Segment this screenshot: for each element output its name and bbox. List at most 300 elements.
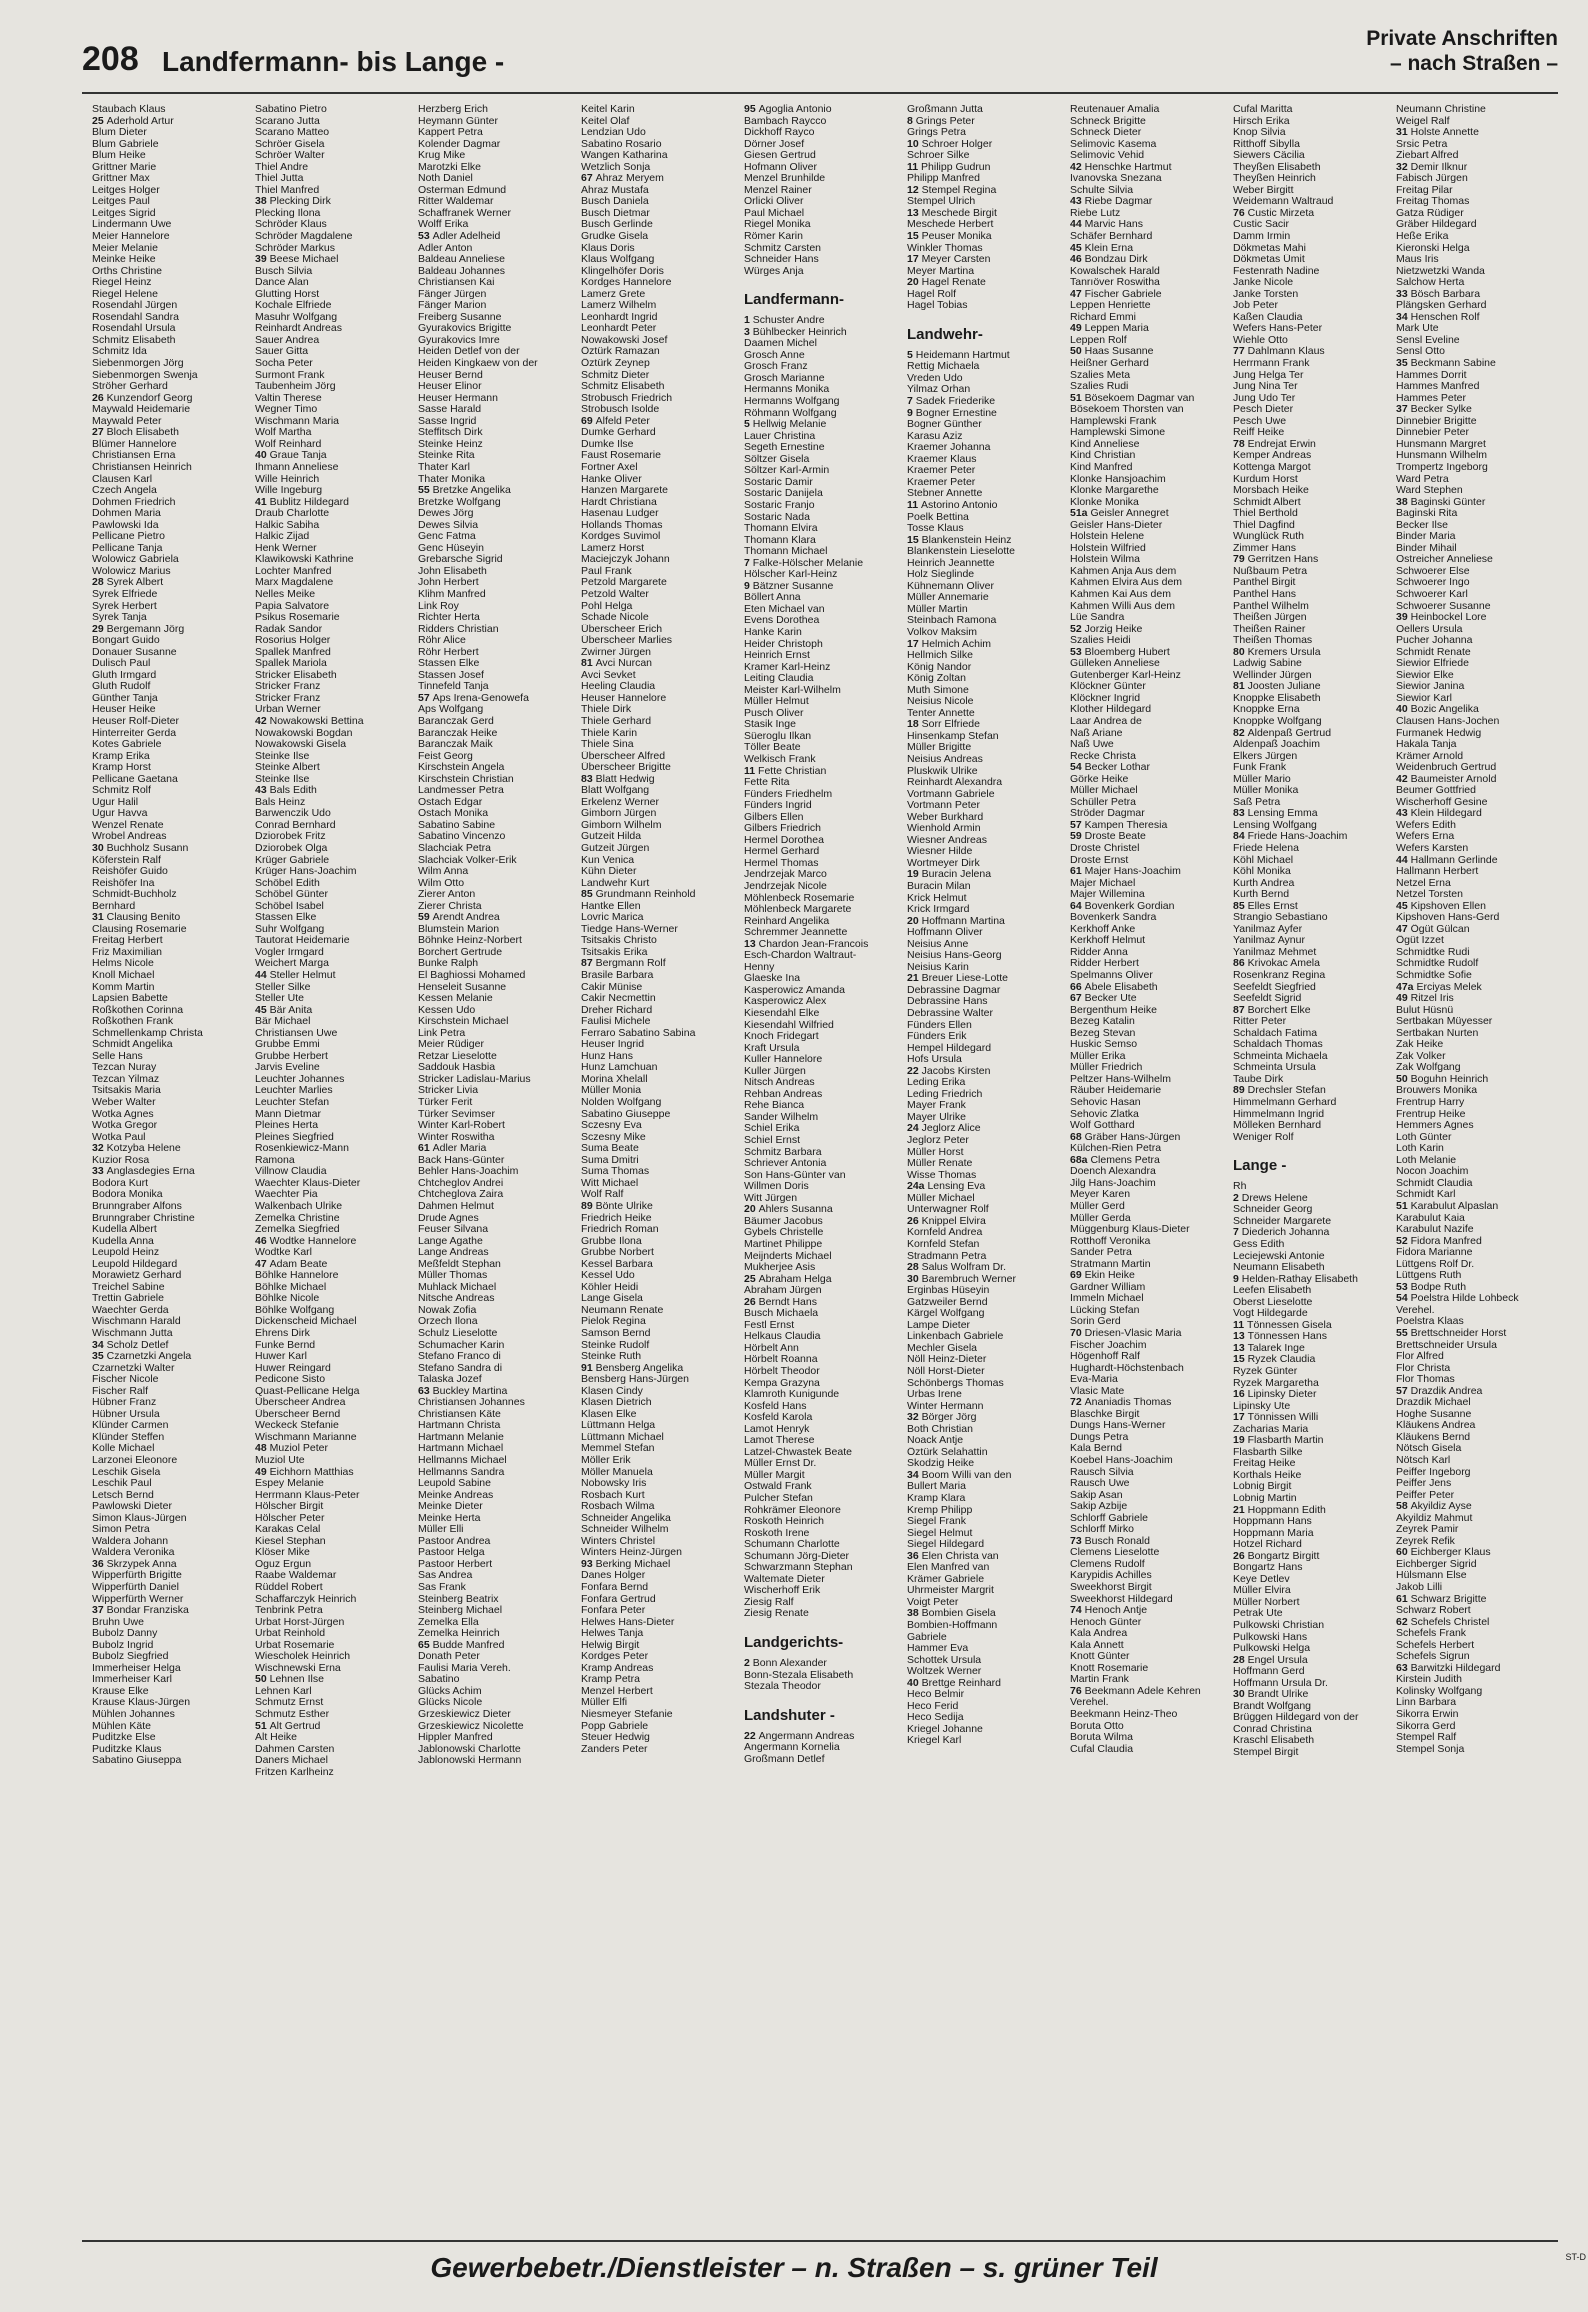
- listing-entry: 57 Kampen Theresia: [1070, 819, 1168, 831]
- listing-entry: Bogner Günther: [907, 419, 982, 431]
- listing-entry: Nöll Horst-Dieter: [907, 1365, 985, 1377]
- listing-entry: Wienhold Armin: [907, 823, 981, 835]
- listing-entry: Kraemer Klaus: [907, 453, 977, 465]
- listing-entry: 52 Fidora Manfred: [1396, 1235, 1482, 1247]
- listing-entry: Beumer Gottfried: [1396, 785, 1476, 797]
- listing-entry: 17 Meyer Carsten: [907, 254, 991, 266]
- listing-entry: Schröder Klaus: [255, 219, 327, 231]
- listing-entry: Strangio Sebastiano: [1233, 912, 1328, 924]
- listing-entry: Heuser Heike: [92, 704, 156, 716]
- listing-entry: Zemelka Heinrich: [418, 1628, 500, 1640]
- listing-entry: Kläukens Andrea: [1396, 1420, 1476, 1432]
- listing-entry: Freitag Heike: [1233, 1458, 1296, 1470]
- listing-entry: Hanke Karin: [744, 626, 802, 638]
- listing-entry: Cakir Necmettin: [581, 993, 656, 1005]
- listing-entry: Krug Mike: [418, 150, 466, 162]
- listing-entry: Salchow Herta: [1396, 277, 1465, 289]
- listing-entry: 48 Muziol Peter: [255, 1443, 328, 1455]
- listing-entry: Herzberg Erich: [418, 104, 489, 115]
- listing-entry: Riegel Monika: [744, 219, 811, 231]
- listing-entry: Müller Mario: [1233, 773, 1291, 785]
- listing-entry: Ugur Havva: [92, 808, 148, 820]
- listing-entry: Retzar Lieselotte: [418, 1050, 497, 1062]
- listing-entry: Scarano Matteo: [255, 127, 330, 139]
- listing-entry: Ziesig Ralf: [744, 1596, 794, 1608]
- listing-entry: 70 Driesen-Vlasic Maria: [1070, 1327, 1182, 1339]
- listing-entry: Waltemate Dieter: [744, 1573, 825, 1585]
- listing-entry: Urbat Horst-Jürgen: [255, 1616, 345, 1628]
- listing-entry: Hermanns Wolfgang: [744, 396, 840, 408]
- listing-entry: Gilbers Ellen: [744, 811, 804, 823]
- listing-entry: Himmelmann Ingrid: [1233, 1108, 1325, 1120]
- listing-entry: Szalies Meta: [1070, 369, 1131, 381]
- listing-entry: Grubbe Ilona: [581, 1235, 642, 1247]
- listing-entry: Krick Irmgard: [907, 904, 970, 916]
- listing-entry: Holstein Helene: [1070, 531, 1145, 543]
- listing-entry: Taubenheim Jörg: [255, 381, 336, 393]
- listing-entry: Friedrich Heike: [581, 1212, 652, 1224]
- listing-entry: 28 Engel Ursula: [1233, 1654, 1308, 1666]
- listing-entry: Kärgel Wolfgang: [907, 1308, 985, 1320]
- listing-entry: Müller Ernst Dr.: [744, 1458, 817, 1470]
- listing-entry: 35 Beckmann Sabine: [1396, 358, 1496, 370]
- listing-entry: Brouwers Monika: [1396, 1085, 1478, 1097]
- listing-entry: 13 Chardon Jean-Francois: [744, 938, 869, 950]
- listing-entry: 40 Bozic Angelika: [1396, 704, 1479, 716]
- listing-entry: Bodora Kurt: [92, 1177, 149, 1189]
- listing-entry: Siegel Helmut: [907, 1527, 973, 1539]
- listing-entry: Kessel Barbara: [581, 1258, 653, 1270]
- listing-entry: Fänger Jürgen: [418, 288, 487, 300]
- listing-entry: Glücks Nicole: [418, 1697, 483, 1709]
- listing-entry: Lange Agathe: [418, 1235, 483, 1247]
- listing-entry: Oellers Ursula: [1396, 623, 1463, 635]
- listing-entry: Wolf Reinhard: [255, 438, 322, 450]
- listing-entry: Wenzel Renate: [92, 819, 164, 831]
- listing-entry: Popp Gabriele: [581, 1720, 649, 1732]
- listing-entry: Furmanek Hedwig: [1396, 727, 1482, 739]
- listing-entry: 50 Boguhn Heinrich: [1396, 1073, 1489, 1085]
- listing-entry: 42 Baumeister Arnold: [1396, 773, 1497, 785]
- listing-entry: Wortmeyer Dirk: [907, 857, 980, 869]
- listing-entry: Drazdik Michael: [1396, 1397, 1471, 1409]
- listing-entry: Schmidt Angelika: [92, 1039, 173, 1051]
- listing-entry: Esch-Chardon Waltraut-: [744, 950, 857, 962]
- listing-entry: Srsic Petra: [1396, 138, 1448, 150]
- listing-entry: Funk Frank: [1233, 762, 1287, 774]
- listing-entry: Kramp Petra: [581, 1674, 640, 1686]
- listing-entry: 63 Barwitzki Hildegard: [1396, 1662, 1501, 1674]
- listing-entry: Wipperfürth Daniel: [92, 1582, 179, 1593]
- listing-entry: Ward Petra: [1396, 473, 1449, 485]
- listing-entry: Helwes Tanja: [581, 1628, 644, 1640]
- listing-entry: Leitges Paul: [92, 196, 150, 208]
- listing-entry: Wetzlich Sonja: [581, 161, 651, 173]
- listing-entry: El Baghiossi Mohamed: [418, 970, 526, 982]
- listing-entry: Lange Andreas: [418, 1247, 489, 1259]
- listing-entry: Nitsch Andreas: [744, 1077, 815, 1089]
- listing-entry: Heiden Detlef von der: [418, 346, 520, 358]
- listing-entry: Hoffmann Ursula Dr.: [1233, 1677, 1328, 1689]
- listing-entry: Hellmich Silke: [907, 650, 973, 662]
- listing-entry: Knoppke Elisabeth: [1233, 692, 1321, 704]
- listing-entry: Bösekoem Thorsten van: [1070, 404, 1184, 416]
- listing-entry: Siewior Janina: [1396, 681, 1465, 693]
- listing-entry: Papia Salvatore: [255, 600, 330, 612]
- listing-entry: Siewior Elke: [1396, 669, 1454, 681]
- listing-entry: Ward Stephen: [1396, 485, 1463, 497]
- listing-entry: Kudella Albert: [92, 1224, 157, 1236]
- listing-entry: Philipp Manfred: [907, 173, 980, 185]
- listing-entry: Kramer Karl-Heinz: [744, 661, 831, 673]
- listing-entry: Würges Anja: [744, 265, 804, 277]
- listing-entry: Nowakowski Josef: [581, 334, 668, 346]
- listing-entry: Lamerz Grete: [581, 288, 646, 300]
- listing-entry: Siebenmorgen Jörg: [92, 358, 184, 370]
- listing-entry: Leding Friedrich: [907, 1088, 983, 1100]
- listing-entry: Schmeinta Ursula: [1233, 1062, 1316, 1074]
- listing-entry: Kun Venica: [581, 854, 635, 866]
- listing-entry: Doench Alexandra: [1070, 1166, 1156, 1178]
- listing-entry: Kasperowicz Amanda: [744, 984, 845, 996]
- listing-entry: Rehe Bianca: [744, 1100, 805, 1112]
- listing-entry: Wolff Erika: [418, 219, 469, 231]
- listing-entry: Fette Rita: [744, 777, 790, 789]
- listing-entry: Genc Hüseyin: [418, 542, 484, 554]
- listing-entry: Heuser Rolf-Dieter: [92, 715, 179, 727]
- listing-entry: 72 Ananiadis Thomas: [1070, 1397, 1172, 1409]
- listing-entry: Hemmers Agnes: [1396, 1120, 1474, 1132]
- listing-entry: 17 Helmich Achim: [907, 638, 992, 650]
- listing-entry: Dökmetas Mahi: [1233, 242, 1306, 254]
- listing-entry: Thiel Dagfind: [1233, 519, 1295, 531]
- listing-entry: 19 Buracin Jelena: [907, 869, 992, 881]
- listing-entry: 26 Berndt Hans: [744, 1296, 817, 1308]
- listing-entry: Zemelka Christine: [255, 1212, 340, 1224]
- listing-entry: Schefels Frank: [1396, 1628, 1467, 1640]
- listing-entry: Leschik Paul: [92, 1478, 152, 1490]
- listing-entry: 79 Gerritzen Hans: [1233, 554, 1319, 566]
- listing-entry: 68 Gräber Hans-Jürgen: [1070, 1131, 1181, 1143]
- listing-entry: Kempa Grazyna: [744, 1377, 820, 1389]
- listing-entry: Tenter Annette: [907, 707, 975, 719]
- listing-entry: Erkelenz Werner: [581, 796, 660, 808]
- listing-entry: Behler Hans-Joachim: [418, 1166, 519, 1178]
- listing-entry: Roskoth Irene: [744, 1527, 810, 1539]
- listing-entry: Heco Sedija: [907, 1712, 964, 1724]
- listing-entry: Wiehle Otto: [1233, 334, 1288, 346]
- listing-entry: Gess Edith: [1233, 1238, 1285, 1250]
- listing-entry: Kornfeld Andrea: [907, 1227, 983, 1239]
- listing-entry: Spallek Mariola: [255, 658, 327, 670]
- listing-entry: Ostach Edgar: [418, 796, 483, 808]
- listing-entry: Panthel Wilhelm: [1233, 600, 1309, 612]
- listing-entry: Busch Gerlinde: [581, 219, 653, 231]
- listing-entry: Wolf Gotthard: [1070, 1120, 1135, 1132]
- listing-entry: Letsch Bernd: [92, 1489, 154, 1501]
- listing-entry: 44 Hallmann Gerlinde: [1396, 854, 1498, 866]
- listing-entry: Lobnig Martin: [1233, 1492, 1297, 1504]
- listing-entry: 61 Adler Maria: [418, 1143, 487, 1155]
- listing-entry: Morawietz Gerhard: [92, 1270, 182, 1282]
- listing-entry: Abraham Jürgen: [744, 1285, 822, 1297]
- listing-entry: Orths Christine: [92, 265, 163, 277]
- listing-entry: Müller Elfi: [581, 1697, 628, 1709]
- listing-entry: Syrek Elfriede: [92, 588, 158, 600]
- listing-entry: 67 Becker Ute: [1070, 993, 1137, 1005]
- listing-entry: Hörbelt Ann: [744, 1342, 799, 1354]
- listing-entry: Reishöfer Ina: [92, 877, 155, 889]
- listing-entry: Fünders Friedhelm: [744, 788, 833, 800]
- listing-entry: Fonfara Peter: [581, 1605, 646, 1617]
- listing-entry: Vlasic Mate: [1070, 1385, 1125, 1397]
- listing-entry: 25 Abraham Helga: [744, 1273, 832, 1285]
- listing-entry: Reinhardt Andreas: [255, 323, 342, 335]
- listing-entry: Peiffer Jens: [1396, 1478, 1452, 1490]
- listing-entry: Heinrich Jeannette: [907, 557, 995, 569]
- listing-entry: Röhmann Wolfgang: [744, 407, 837, 419]
- listing-entry: Leppen Henriette: [1070, 300, 1151, 312]
- listing-entry: 25 Aderhold Artur: [92, 115, 174, 127]
- listing-entry: 11 Philipp Gudrun: [907, 161, 991, 173]
- listing-entry: Hunsmann Margret: [1396, 438, 1486, 450]
- listing-entry: Ströder Dagmar: [1070, 808, 1145, 820]
- listing-entry: 10 Schroer Holger: [907, 138, 993, 150]
- listing-entry: Schmitz Elisabeth: [581, 381, 665, 393]
- listing-entry: Christiansen Kai: [418, 277, 495, 289]
- listing-entry: Christiansen Heinrich: [92, 461, 192, 473]
- listing-entry: Mann Dietmar: [255, 1108, 321, 1120]
- listing-entry: Marotzki Elke: [418, 161, 482, 173]
- listing-entry: 47 Ögüt Gülcan: [1396, 923, 1470, 935]
- listing-entry: 37 Bondar Franziska: [92, 1605, 189, 1617]
- listing-entry: Freiberg Susanne: [418, 311, 502, 323]
- listing-entry: Lüttgens Rolf Dr.: [1396, 1258, 1475, 1270]
- listing-entry: Muth Simone: [907, 684, 969, 696]
- listing-entry: 43 Klein Hildegard: [1396, 808, 1482, 820]
- listing-entry: Klünder Steffen: [92, 1431, 165, 1443]
- listing-entry: 53 Adler Adelheid: [418, 231, 501, 243]
- listing-entry: 32 Kotzyba Helene: [92, 1143, 181, 1155]
- listing-entry: Leonhardt Peter: [581, 323, 657, 335]
- listing-entry: Kosfeld Karola: [744, 1412, 813, 1424]
- listing-entry: Lampe Dieter: [907, 1319, 971, 1331]
- listing-entry: Elen Manfred van: [907, 1562, 990, 1574]
- listing-entry: Jablonowski Hermann: [418, 1755, 522, 1767]
- listing-entry: Pulkowski Hans: [1233, 1631, 1308, 1643]
- listing-entry: Thiele Sina: [581, 739, 634, 751]
- listing-entry: 11 Tönnessen Gisela: [1233, 1319, 1332, 1331]
- listing-entry: Zak Heike: [1396, 1039, 1444, 1051]
- listing-entry: Hermel Thomas: [744, 857, 819, 869]
- listing-entry: Christiansen Johannes: [418, 1397, 525, 1409]
- listing-entry: Hermel Dorothea: [744, 834, 824, 846]
- listing-entry: Kottenga Margot: [1233, 461, 1311, 473]
- listing-entry: Wischnewski Erna: [255, 1662, 341, 1674]
- listing-entry: Suhr Wolfgang: [255, 923, 325, 935]
- listing-entry: Hofs Ursula: [907, 1054, 962, 1066]
- listing-entry: Landmesser Petra: [418, 785, 504, 797]
- listing-entry: Woltzek Werner: [907, 1666, 982, 1678]
- listing-entry: Kessen Melanie: [418, 993, 493, 1005]
- listing-entry: Fonfara Bernd: [581, 1582, 649, 1593]
- listing-entry: Brettschneider Ursula: [1396, 1339, 1497, 1351]
- listing-entry: Bonn-Stezala Elisabeth: [744, 1669, 854, 1681]
- listing-entry: Ramona: [255, 1154, 295, 1166]
- listing-entry: Klamroth Kunigunde: [744, 1389, 840, 1401]
- listing-entry: Meier Melanie: [92, 242, 158, 254]
- listing-entry: Müller Thomas: [418, 1270, 488, 1282]
- listing-entry: Heeling Claudia: [581, 681, 656, 693]
- listing-entry: Lochter Manfred: [255, 565, 332, 577]
- listing-entry: Nocon Joachim: [1396, 1166, 1469, 1178]
- listing-entry: Müller Annemarie: [907, 592, 989, 604]
- listing-entry: Rohkrämer Eleonore: [744, 1504, 841, 1516]
- listing-entry: Thater Karl: [418, 461, 470, 473]
- listing-entry: Damm Irmin: [1233, 231, 1291, 243]
- listing-entry: 9 Bätzner Susanne: [744, 580, 834, 592]
- listing-entry: Waechter Pia: [255, 1189, 318, 1201]
- listing-entry: Maciejczyk Johann: [581, 554, 670, 566]
- listing-entry: Glaeske Ina: [744, 973, 801, 985]
- listing-entry: 29 Bergemann Jörg: [92, 623, 185, 635]
- listing-entry: Leuchter Stefan: [255, 1097, 330, 1109]
- listing-entry: Wipperfürth Brigitte: [92, 1570, 182, 1582]
- listing-entry: Schüller Petra: [1070, 796, 1136, 808]
- footer-rule: [82, 2240, 1558, 2242]
- listing-entry: Uhrmeister Margrit: [907, 1585, 994, 1597]
- listing-entry: Petrak Ute: [1233, 1608, 1283, 1620]
- listing-entry: Hirsch Erika: [1233, 115, 1290, 127]
- listing-entry: Knoppke Erna: [1233, 704, 1300, 716]
- listing-entry: Reishöfer Guido: [92, 866, 168, 878]
- listing-entry: Kowalschek Harald: [1070, 265, 1160, 277]
- listing-entry: Baranczak Heike: [418, 727, 498, 739]
- listing-entry: 3 Bühlbecker Heinrich: [744, 326, 847, 338]
- listing-entry: Pucher Johanna: [1396, 635, 1473, 647]
- listing-entry: Reinhard Angelika: [744, 915, 830, 927]
- listing-entry: Wotka Paul: [92, 1131, 146, 1143]
- listing-entry: Öztürk Ramazan: [581, 346, 660, 358]
- listing-entry: Schröder Magdalene: [255, 231, 353, 243]
- listing-entry: Szalies Heidi: [1070, 635, 1131, 647]
- listing-entry: Gimborn Wilhelm: [581, 819, 662, 831]
- listing-entry: Lehnen Karl: [255, 1685, 312, 1697]
- listing-entry: Willmen Doris: [744, 1181, 809, 1193]
- listing-entry: Ferraro Sabatino Sabina: [581, 1027, 696, 1039]
- listing-entry: 8 Grings Peter: [907, 115, 975, 127]
- listing-entry: Schwoerer Karl: [1396, 588, 1468, 600]
- listing-entry: Bongart Guido: [92, 635, 160, 647]
- listing-entry: Gutenberger Karl-Heinz: [1070, 669, 1181, 681]
- listing-entry: Müller Elli: [418, 1524, 464, 1536]
- listing-entry: Jung Nina Ter: [1233, 381, 1298, 393]
- listing-entry: Sensl Otto: [1396, 346, 1446, 358]
- spacer: [744, 1693, 904, 1697]
- listing-entry: Söltzer Gisela: [744, 453, 810, 465]
- listing-entry: 85 Elles Ernst: [1233, 900, 1298, 912]
- listing-entry: Selimovic Vehid: [1070, 150, 1145, 162]
- listing-entry: Zanders Peter: [581, 1743, 648, 1755]
- listing-entry: Blatt Wolfgang: [581, 785, 650, 797]
- listing-entry: Zemelka Ella: [418, 1616, 479, 1628]
- listing-entry: Wotka Gregor: [92, 1120, 158, 1132]
- listing-entry: Pellicane Gaetana: [92, 773, 178, 785]
- listing-entry: Steffitsch Dirk: [418, 427, 483, 439]
- listing-entry: Hanke Oliver: [581, 473, 642, 485]
- listing-entry: Leupold Sabine: [418, 1478, 491, 1490]
- listing-entry: Syrek Herbert: [92, 600, 157, 612]
- listing-entry: Lensing Wolfgang: [1233, 819, 1317, 831]
- listing-entry: Henoch Günter: [1070, 1616, 1142, 1628]
- listing-entry: Avci Sevket: [581, 669, 636, 681]
- listing-entry: Räuber Heidemarie: [1070, 1085, 1162, 1097]
- listing-entry: John Elisabeth: [418, 565, 487, 577]
- listing-entry: 62 Schefels Christel: [1396, 1616, 1490, 1628]
- listing-entry: Dinnebier Peter: [1396, 427, 1469, 439]
- listing-entry: Rotthoff Veronika: [1070, 1235, 1151, 1247]
- listing-entry: Lüttgens Ruth: [1396, 1270, 1462, 1282]
- listing-entry: Laar Andrea de: [1070, 715, 1142, 727]
- listing-entry: Festl Ernst: [744, 1319, 795, 1331]
- listing-entry: Boruta Otto: [1070, 1720, 1124, 1732]
- listing-entry: 31 Clausing Benito: [92, 912, 181, 924]
- listing-entry: Kala Annett: [1070, 1639, 1124, 1651]
- listing-entry: Römer Karin: [744, 231, 803, 243]
- listing-entry: Gyurakovics Brigitte: [418, 323, 512, 335]
- listing-entry: Keitel Karin: [581, 104, 635, 115]
- listing-entry: Dewes Silvia: [418, 519, 479, 531]
- listing-entry: Stasik Inge: [744, 719, 796, 731]
- listing-entry: Peltzer Hans-Wilhelm: [1070, 1073, 1171, 1085]
- listing-entry: Huwer Karl: [255, 1351, 307, 1363]
- listing-entry: Lindermann Uwe: [92, 219, 172, 231]
- listing-entry: Möller Erik: [581, 1454, 631, 1466]
- listing-entry: Dziorobek Fritz: [255, 831, 326, 843]
- listing-entry: Saß Petra: [1233, 796, 1281, 808]
- listing-entry: Stempel Birgit: [1233, 1747, 1299, 1759]
- listing-entry: Theißen Jürgen: [1233, 612, 1307, 624]
- listing-entry: 50 Lehnen Ilse: [255, 1674, 324, 1686]
- listing-entry: 28 Salus Wolfram Dr.: [907, 1262, 1007, 1274]
- listing-entry: Nelles Meike: [255, 588, 316, 600]
- listing-entry: Sauer Andrea: [255, 334, 320, 346]
- listing-entry: 26 Kunzendorf Georg: [92, 392, 193, 404]
- listing-entry: Leitges Sigrid: [92, 207, 156, 219]
- listing-entry: Muziol Ute: [255, 1454, 305, 1466]
- listing-entry: 32 Demir Ilknur: [1396, 161, 1468, 173]
- listing-entry: 51 Bösekoem Dagmar van: [1070, 392, 1195, 404]
- listing-entry: Steinke Ilse: [255, 773, 310, 785]
- listing-entry: Grosch Anne: [744, 349, 805, 361]
- listing-entry: Müller Erika: [1070, 1050, 1126, 1062]
- listing-entry: 83 Blatt Hedwig: [581, 773, 655, 785]
- listing-entry: Sehovic Hasan: [1070, 1097, 1141, 1109]
- listing-entry: Nußbaum Petra: [1233, 565, 1308, 577]
- listing-entry: Jakob Lilli: [1396, 1582, 1443, 1593]
- listing-entry: Schulz Lieselotte: [418, 1327, 498, 1339]
- listing-entry: 43 Riebe Dagmar: [1070, 196, 1153, 208]
- listing-entry: Rosbach Wilma: [581, 1501, 655, 1513]
- listing-entry: Hölscher Karl-Heinz: [744, 569, 838, 581]
- listing-entry: Fünders Ellen: [907, 1019, 972, 1031]
- listing-entry: Knoppke Wolfgang: [1233, 715, 1322, 727]
- listing-entry: Meßfeldt Stephan: [418, 1258, 501, 1270]
- listing-entry: Freitag Herbert: [92, 935, 163, 947]
- listing-entry: Klöckner Ingrid: [1070, 692, 1141, 704]
- listing-entry: Thomann Elvira: [744, 523, 818, 535]
- listing-entry: Volkov Maksim: [907, 626, 978, 638]
